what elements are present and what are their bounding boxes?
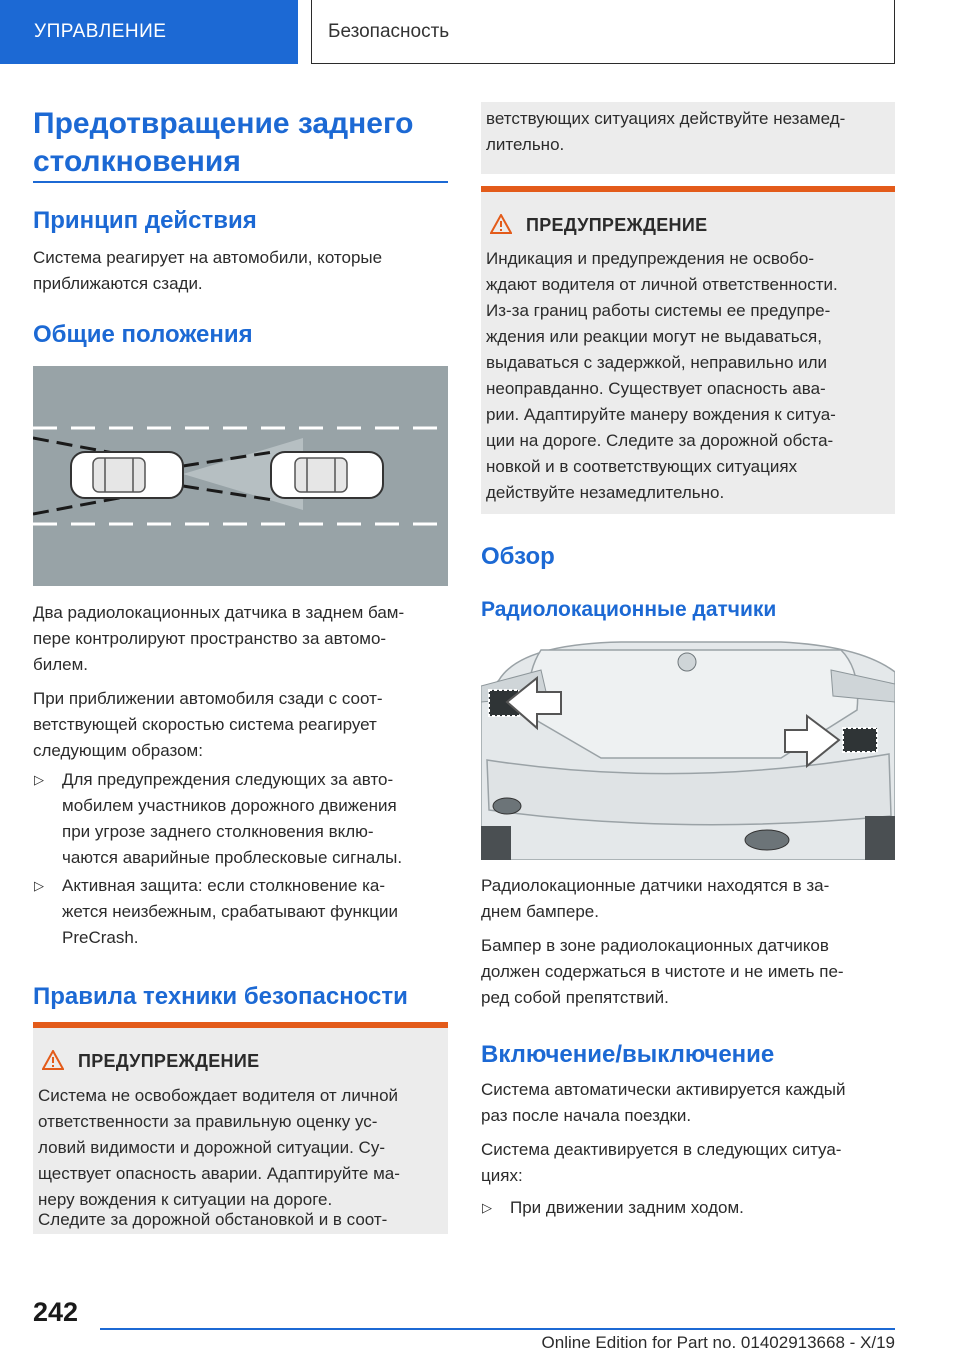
warning-left-line2: ответственности за правильную оценку ус- bbox=[38, 1112, 378, 1131]
figure1-caption-1: Два радиолокационных датчика в заднем бам- bbox=[33, 603, 405, 622]
section-header bbox=[311, 0, 895, 64]
approach-text-1: При приближении автомобиля сзади с соот- bbox=[33, 689, 383, 708]
warning-left-line1: Система не освобождает водителя от личной bbox=[38, 1086, 399, 1105]
sensors-heading: Радиолокационные датчики bbox=[481, 598, 777, 621]
car-front-icon bbox=[271, 452, 383, 498]
general-heading: Общие положения bbox=[33, 321, 253, 348]
warning-cont-line2: лительно. bbox=[486, 135, 565, 154]
bullet2-line2: жется неизбежным, срабатывают функции bbox=[62, 902, 399, 921]
warning-triangle-icon bbox=[42, 1050, 64, 1070]
onoff-heading: Включение/выключение bbox=[481, 1041, 775, 1068]
principle-text-2: приближаются сзади. bbox=[33, 274, 203, 293]
bullet-triangle-icon: ▷ bbox=[482, 1200, 492, 1215]
safety-heading: Правила техники безопасности bbox=[33, 983, 408, 1010]
warning-left-line6: Следите за дорожной обстановкой и в соот- bbox=[38, 1210, 388, 1229]
overview-heading: Обзор bbox=[481, 543, 555, 570]
warning-right-line1: Индикация и предупреждения не освобо- bbox=[486, 249, 814, 268]
warning-right-line4: ждения или реакции могут не выдаваться, bbox=[486, 327, 822, 346]
bullet1-line2: мобилем участников дорожного движения bbox=[62, 796, 397, 815]
page-title-line1: Предотвращение заднего bbox=[33, 107, 414, 140]
onoff-bullet1: При движении задним ходом. bbox=[510, 1198, 744, 1217]
chapter-label: УПРАВЛЕНИЕ bbox=[34, 21, 167, 42]
chapter-tab[interactable] bbox=[0, 0, 298, 64]
warning-title-right: ПРЕДУПРЕЖДЕНИЕ bbox=[526, 215, 708, 235]
title-rule bbox=[33, 181, 448, 183]
principle-heading: Принцип действия bbox=[33, 207, 257, 234]
bullet1-line4: чаются аварийные проблесковые сигналы. bbox=[62, 848, 403, 867]
footer-edition: Online Edition for Part no. 01402913668 - X/19 bbox=[541, 1333, 895, 1352]
warning-right-line2: ждают водителя от личной ответственности. bbox=[486, 275, 838, 294]
bullet2-line1: Активная защита: если столкновение ка- bbox=[62, 876, 386, 895]
sensors-text1-line2: днем бампере. bbox=[481, 902, 599, 921]
figure1-caption-2: пере контролируют пространство за автомо- bbox=[33, 629, 387, 648]
warning-rule-right bbox=[481, 186, 895, 192]
warning-rule-left bbox=[33, 1022, 448, 1028]
warning-left-line3: ловий видимости и дорожной ситуации. Су- bbox=[38, 1138, 385, 1157]
warning-right-line9: новкой и в соответствующих ситуациях bbox=[486, 457, 798, 476]
figure-rear-bumper bbox=[481, 640, 895, 860]
warning-right-line5: выдаваться с задержкой, неправильно или bbox=[486, 353, 828, 372]
onoff-text2-line2: циях: bbox=[481, 1166, 523, 1185]
warning-cont-line1: ветствующих ситуациях действуйте незамед- bbox=[486, 109, 846, 128]
sensors-text2-line1: Бампер в зоне радиолокационных датчиков bbox=[481, 936, 829, 955]
bullet-triangle-icon: ▷ bbox=[34, 772, 44, 787]
figure1-caption-3: билем. bbox=[33, 655, 89, 674]
warning-left-line5: неру вождения к ситуации на дороге. bbox=[38, 1190, 333, 1209]
page-number: 242 bbox=[33, 1297, 79, 1327]
warning-right-line8: ции на дороге. Следите за дорожной обста- bbox=[486, 431, 834, 450]
car-rear-icon bbox=[71, 452, 183, 498]
sensors-text1-line1: Радиолокационные датчики находятся в за- bbox=[481, 876, 830, 895]
warning-triangle-icon bbox=[490, 214, 512, 234]
warning-left-line4: ществует опасность аварии. Адаптируйте ма- bbox=[38, 1164, 400, 1183]
warning-title-left: ПРЕДУПРЕЖДЕНИЕ bbox=[78, 1051, 260, 1071]
warning-right-line6: неоправданно. Существует опасность ава- bbox=[486, 379, 826, 398]
onoff-text2-line1: Система деактивируется в следующих ситуа- bbox=[481, 1140, 842, 1159]
warning-right-line3: Из-за границ работы системы ее предупре- bbox=[486, 301, 831, 320]
bullet1-line1: Для предупреждения следующих за авто- bbox=[62, 770, 394, 789]
page-title-line2: столкновения bbox=[33, 145, 241, 178]
onoff-text1-line1: Система автоматически активируется каждый bbox=[481, 1080, 846, 1099]
sensors-text2-line2: должен содержаться в чистоте и не иметь пе- bbox=[481, 962, 844, 981]
principle-text-1: Система реагирует на автомобили, которые bbox=[33, 248, 383, 267]
footer-rule bbox=[100, 1328, 895, 1330]
onoff-text1-line2: раз после начала поездки. bbox=[481, 1106, 692, 1125]
section-label: Безопасность bbox=[328, 20, 450, 42]
bullet1-line3: при угрозе заднего столкновения вклю- bbox=[62, 822, 374, 841]
approach-text-2: ветствующей скоростью система реагирует bbox=[33, 715, 377, 734]
figure-road-diagram bbox=[33, 366, 448, 586]
warning-right-line10: действуйте незамедлительно. bbox=[486, 483, 725, 502]
bullet-triangle-icon: ▷ bbox=[34, 878, 44, 893]
warning-right-line7: рии. Адаптируйте манеру вождения к ситуа- bbox=[486, 405, 836, 424]
bullet2-line3: PreCrash. bbox=[62, 928, 139, 947]
approach-text-3: следующим образом: bbox=[33, 741, 203, 760]
sensors-text2-line3: ред собой препятствий. bbox=[481, 988, 669, 1007]
